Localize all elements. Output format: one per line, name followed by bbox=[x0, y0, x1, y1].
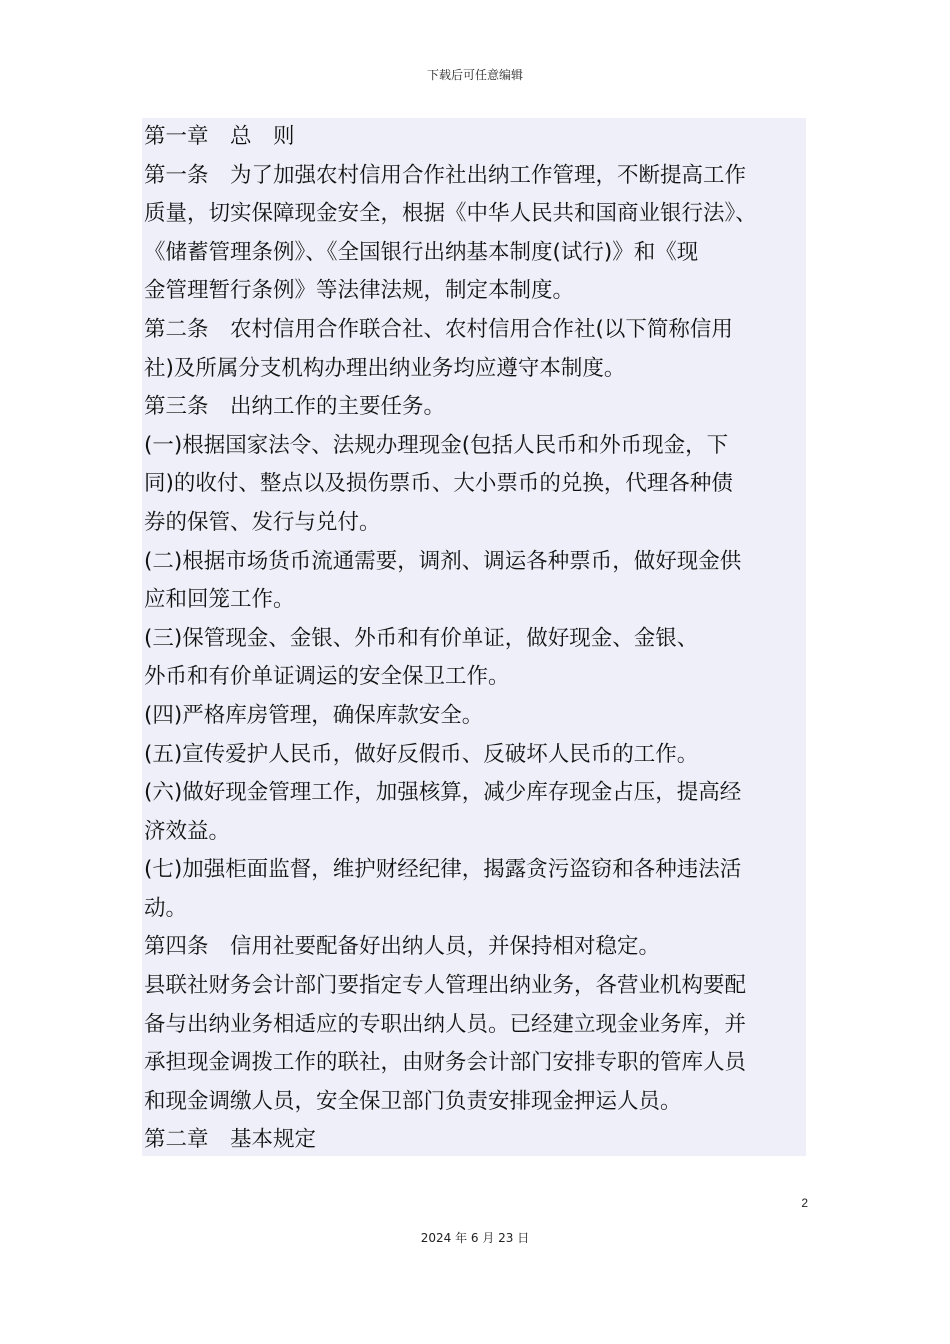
text-line: (五)宣传爱护人民币，做好反假币、反破坏人民币的工作。 bbox=[144, 741, 699, 767]
text-line: 动。 bbox=[144, 895, 188, 921]
text-line: 备与出纳业务相适应的专职出纳人员。已经建立现金业务库，并 bbox=[144, 1011, 747, 1037]
text-line: 券的保管、发行与兑付。 bbox=[144, 509, 381, 535]
text-line: (二)根据市场货币流通需要，调剂、调运各种票币，做好现金供 bbox=[144, 548, 742, 574]
text-line: 社)及所属分支机构办理出纳业务均应遵守本制度。 bbox=[144, 355, 626, 381]
text-line: 质量，切实保障现金安全，根据《中华人民共和国商业银行法》、 bbox=[144, 201, 757, 227]
text-line: (六)做好现金管理工作，加强核算，减少库存现金占压，提高经 bbox=[144, 780, 742, 806]
page-header: 下载后可任意编辑 bbox=[426, 68, 523, 82]
text-line: 第一条 为了加强农村信用合作社出纳工作管理，不断提高工作 bbox=[144, 162, 747, 188]
text-line: 外币和有价单证调运的安全保卫工作。 bbox=[144, 664, 510, 690]
text-line: (七)加强柜面监督，维护财经纪律，揭露贪污盗窃和各种违法活 bbox=[144, 857, 742, 883]
text-line: 同)的收付、整点以及损伤票币、大小票币的兑换，代理各种债 bbox=[144, 471, 733, 497]
text-line: 第二章 基本规定 bbox=[144, 1127, 317, 1153]
text-line: (三)保管现金、金银、外币和有价单证，做好现金、金银、 bbox=[144, 625, 699, 651]
text-line: 金管理暂行条例》等法律法规，制定本制度。 bbox=[144, 278, 575, 304]
text-line: (四)严格库房管理，确保库款安全。 bbox=[144, 702, 484, 728]
text-line: 第四条 信用社要配备好出纳人员，并保持相对稳定。 bbox=[144, 934, 661, 960]
text-line: 第三条 出纳工作的主要任务。 bbox=[144, 394, 446, 420]
page-footer-date: 2024 年 6 月 23 日 bbox=[420, 1231, 530, 1245]
text-line: 第一章 总 则 bbox=[144, 124, 295, 149]
text-line: (一)根据国家法令、法规办理现金(包括人民币和外币现金，下 bbox=[144, 432, 729, 458]
page-number: 2 bbox=[801, 1196, 808, 1210]
body-text bbox=[144, 118, 808, 1160]
text-line: 第二条 农村信用合作联合社、农村信用合作社(以下简称信用 bbox=[144, 316, 733, 342]
text-line: 《储蓄管理条例》、《全国银行出纳基本制度(试行)》和《现 bbox=[144, 239, 699, 265]
text-line: 和现金调缴人员，安全保卫部门负责安排现金押运人员。 bbox=[144, 1088, 682, 1114]
text-line: 承担现金调拨工作的联社，由财务会计部门安排专职的管库人员 bbox=[144, 1050, 747, 1076]
text-line: 县联社财务会计部门要指定专人管理出纳业务，各营业机构要配 bbox=[144, 973, 747, 999]
text-line: 济效益。 bbox=[144, 818, 231, 844]
text-line: 应和回笼工作。 bbox=[144, 587, 295, 613]
